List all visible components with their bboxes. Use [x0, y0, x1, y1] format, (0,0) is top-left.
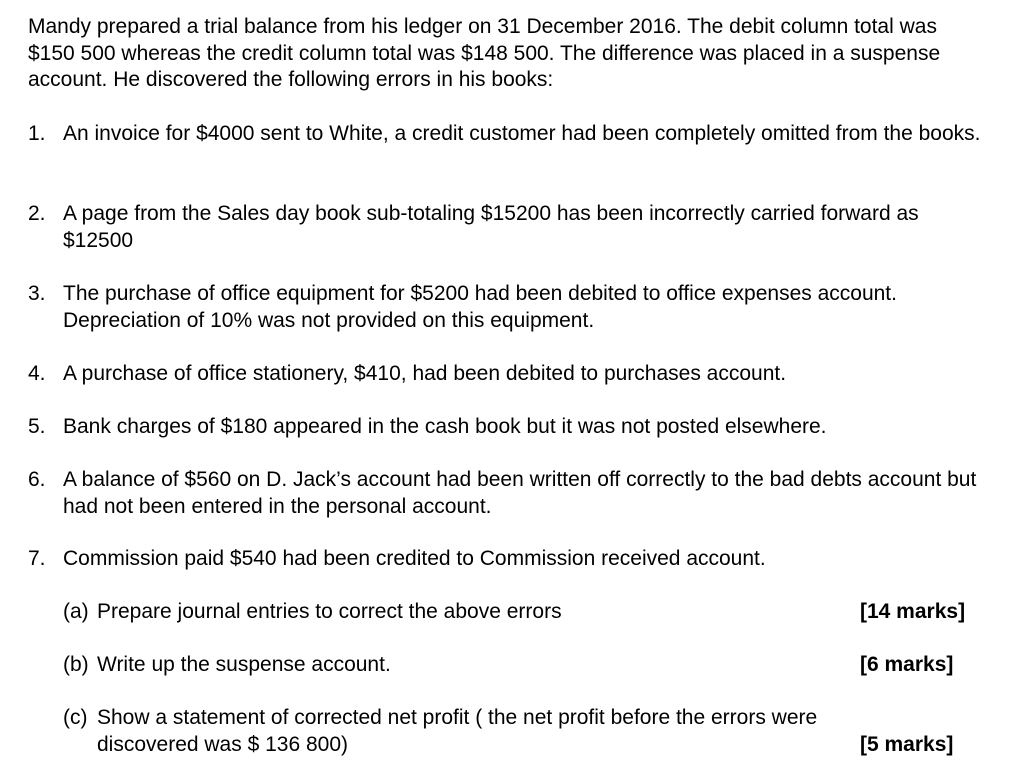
error-number: 1. [28, 122, 46, 145]
error-number: 3. [28, 282, 46, 305]
task-label: (b) [63, 653, 89, 676]
task-marks: [5 marks] [860, 733, 954, 756]
task-marks: [6 marks] [860, 653, 954, 676]
error-number: 7. [28, 547, 46, 570]
task-label: (a) [63, 600, 89, 623]
error-text: A page from the Sales day book sub-totaling $15200 has been incorrectly carried forward as $12500 [63, 202, 919, 252]
task-label: (c) [63, 706, 88, 729]
error-text: A balance of $560 on D. Jack’s account had been written off correctly to the bad debts account but had not been entered in the personal account. [63, 468, 977, 518]
task-text: Show a statement of corrected net profit ( the net profit before the errors were discovered was $ 136 800) [97, 706, 818, 756]
error-text: An invoice for $4000 sent to White, a credit customer had been completely omitted from the books. [63, 122, 981, 145]
task-marks: [14 marks] [860, 600, 966, 623]
task-text: Write up the suspense account. [97, 653, 391, 676]
error-number: 6. [28, 468, 46, 491]
error-text: Commission paid $540 had been credited to Commission received account. [63, 547, 766, 570]
error-number: 2. [28, 202, 46, 225]
error-number: 4. [28, 362, 46, 385]
error-text: Bank charges of $180 appeared in the cash book but it was not posted elsewhere. [63, 415, 827, 438]
error-text: A purchase of office stationery, $410, had been debited to purchases account. [63, 362, 787, 385]
error-text: The purchase of office equipment for $5200 had been debited to office expenses account. Depreciation of 10% was not provided on this equipment. [63, 282, 897, 332]
error-number: 5. [28, 415, 46, 438]
question-intro: Mandy prepared a trial balance from his ledger on 31 December 2016. The debit column total was $150 500 whereas the credit column total was $148 500. The difference was placed in a suspense account. He discovered the following errors in his books: [28, 15, 941, 91]
task-text: Prepare journal entries to correct the above errors [97, 600, 562, 623]
